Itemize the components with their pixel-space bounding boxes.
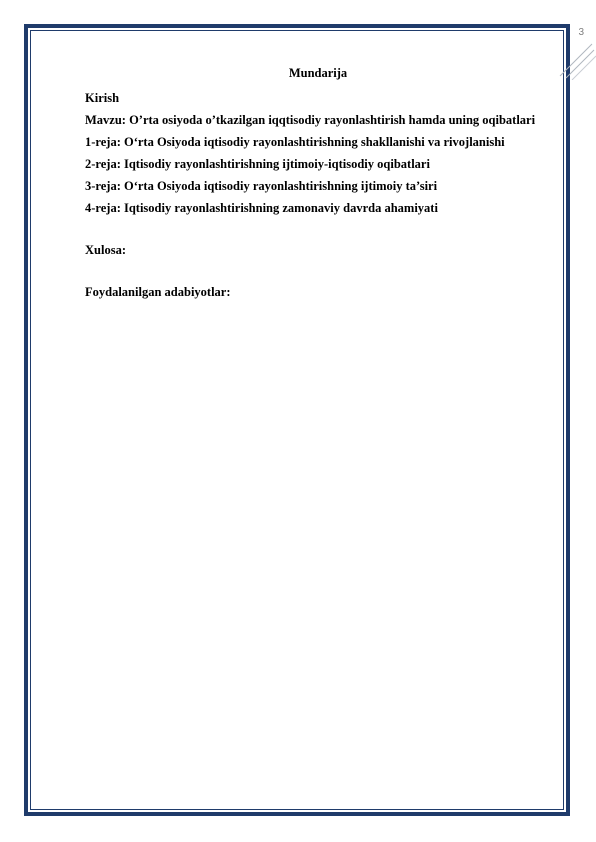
toc-title: Mundarija xyxy=(288,66,348,80)
toc-item-plan-2: 2-reja: Iqtisodiy rayonlashtirishning ijtimoiy-iqtisodiy oqibatlari xyxy=(85,157,430,171)
toc-item-plan-3: 3-reja: O‘rta Osiyoda iqtisodiy rayonlashtirishning ijtimoiy ta’siri xyxy=(85,179,438,193)
toc-item-intro: Kirish xyxy=(85,91,120,105)
toc-item-topic: Mavzu: O’rta osiyoda o’tkazilgan iqqtisodiy rayonlashtirish hamda uning oqibatlari xyxy=(85,113,536,127)
table-of-contents xyxy=(85,65,551,306)
corner-decoration-icon xyxy=(552,36,596,80)
page-number: 3 xyxy=(578,27,584,38)
toc-item-references: Foydalanilgan adabiyotlar: xyxy=(85,285,231,299)
toc-item-plan-4: 4-reja: Iqtisodiy rayonlashtirishning zamonaviy davrda ahamiyati xyxy=(85,201,438,215)
toc-item-plan-1: 1-reja: O‘rta Osiyoda iqtisodiy rayonlashtirishning shakllanishi va rivojlanishi xyxy=(85,135,505,149)
toc-item-conclusion: Xulosa: xyxy=(85,243,126,257)
